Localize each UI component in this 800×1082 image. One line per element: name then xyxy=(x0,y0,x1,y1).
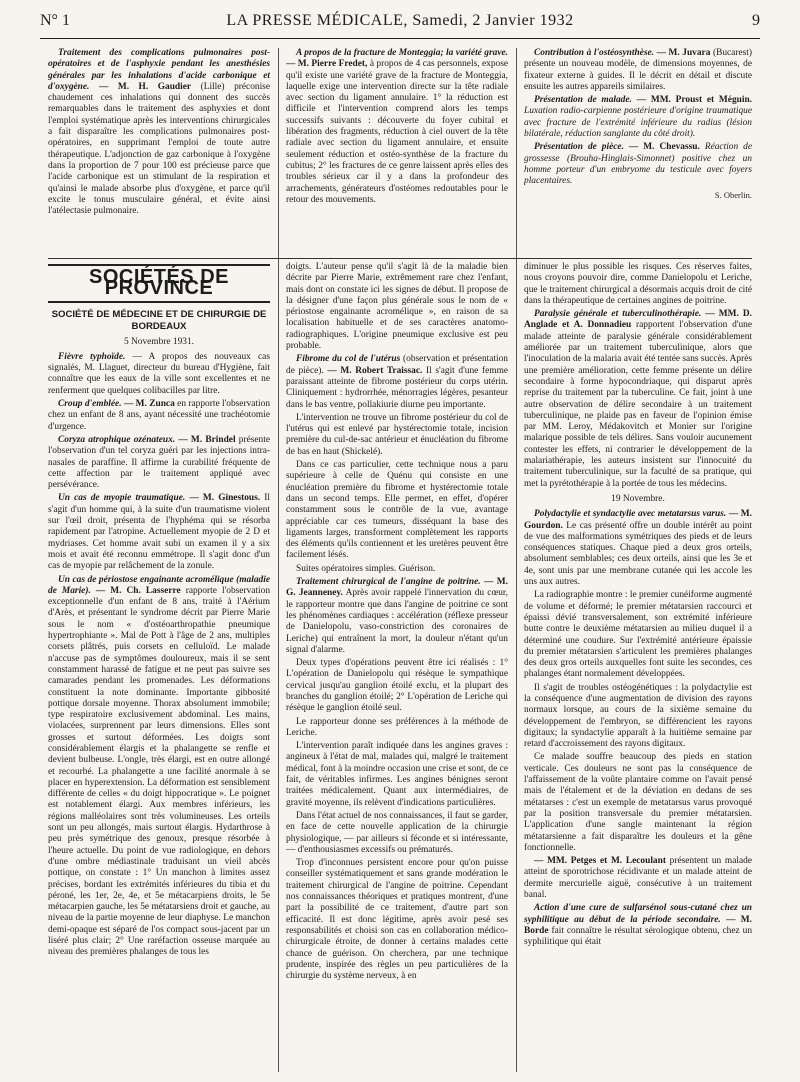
column-divider xyxy=(516,48,517,1072)
article-text: Luxation radio-carpienne postérieure d'origine traumatique avec fracture de l'extrémité inférieure du radius (lésion bilatérale, réduction sanglante du côté droit). xyxy=(524,106,752,140)
article-author: — MM. Petges et M. Lecoulant xyxy=(534,856,666,867)
article-author: — M. Borde xyxy=(524,914,752,936)
article-text: directeur du bureau d'Hygiène, fait connaître que les eaux de la ville sont excellentes et ne renferment que quelques colibacilles par litre. xyxy=(48,363,270,396)
society-name: SOCIÉTÉ DE MÉDECINE ET DE CHIRURGIE DE BORDEAUX xyxy=(51,308,267,332)
article-text: La radiographie montre : le premier cunéiforme augmenté de volume et déformé; le premier métatarsien raccourci et épaissi dévié transversalement, son extrémité inférieure butte contre le deuxième métatarsien au milieu duquel il a déterminé une coudure. Sur l'extrémité antérieure épaissie du premier métatarsien s'articulent les premières phalanges des deux gros orteils auxquelles font suite les secondes, ces phalanges étant normalement développées. xyxy=(524,590,752,680)
article-author: — M. Robert Traissac. xyxy=(327,365,423,376)
article-author: — M. H. Gaudier xyxy=(98,81,192,92)
article-text: Deux types d'opérations peuvent être ici réalisés : 1° L'opération de Danielopolu qui résèque le sympathique cervical jusqu'au ganglion étoilé exclu, et la plupart des branches du ganglion étoilé; 2° L'opération de Leriche qui résèque le ganglion étoilé seul. xyxy=(286,658,508,714)
article-title: Traitement des complications pulmonaires post-opératoires et de l'asphyxie pendant les anesthésies générales par les inhalations d'acide carbonique et d'oxygène. xyxy=(48,48,270,92)
article-text: Dans l'état actuel de nos connaissances, il faut se garder, en face de cette nouvelle application de la chirurgie physiologique, — par ailleurs si féconde et si intéressante, — d'enthousiasmes excessifs ou prématurés. xyxy=(286,810,508,855)
article-text: présente l'observation d'un tel coryza guéri par les injections intra-nasales de paraffine. Il affirme la curabilité fréquente de cette affection par le traitement appliqué avec persévérance. xyxy=(48,434,270,491)
article-author: — M. Pierre Fredet, xyxy=(286,59,368,70)
article-title: Fibrome du col de l'utérus xyxy=(296,354,401,365)
article-title: Fièvre typhoïde. xyxy=(58,351,126,362)
article-author: — M. Brindel xyxy=(178,434,236,445)
article-text: Le cas présenté offre un double intérêt au point de vue des malformations symétriques des pieds et de leurs conséquences statiques. Chaque pied a deux gros orteils, absolument semblables; ces deux orteils, ainsi que les 3e et 4e, sont unis par une membrane cutanée qui les accole les uns aux autres. xyxy=(524,520,752,588)
article-author: — M. Juvara xyxy=(656,48,711,58)
article-text: Dans ce cas particulier, cette technique nous a paru supérieure à celle de Quénu qui consiste en une énucléation première du fibrome et hystérectomie totale dans un second temps. Elle permet, en effet, d'opérer constamment sous le contrôle de la vue, avantage appréciable car ces tumeurs, disséquant la base des ligaments larges, transforment complètement les rapports des éléments qu'ils contiennent et les uretères peuvent être facilement lésés. xyxy=(286,460,508,561)
article-text: Le rapporteur donne ses préférences à la méthode de Leriche. xyxy=(286,716,508,738)
article-text: rapportent l'observation d'une malade atteinte de paralysie générale considérablement améliorée par un traitement tuberculinique, alors que l'inoculation de la malaria avait été tentée sans succès. Après une première amélioration, cette femme présente un délire secondaire à forme hypocondriaque, qui disparut après reprise du traitement par la tuberculine. Ce fait, joint à une autre observation de délire secondaire à un traitement tuberculinique, ne plaide pas en faveur de l'opinion émise par MM. Leroy, Médakovitch et Monier sur l'origine malarique possible de tels délires. Sans vouloir aucunement contester les effets, ni contrarier le développement de la malariathérapie, les auteurs insistent sur l'innocuité du traitement tuberculinique, sur la faculté de sa pratique, qui met la pyrétothérapie à la portée de tous les médecins. xyxy=(524,320,752,489)
article-text: L'intervention paraît indiquée dans les angines graves : angineux à l'état de mal, malades qui, malgré le traitement médical, font à la moindre occasion une crise et sont, de ce fait, de véritables infirmes. Les angines bénignes seront traitées médicalement. Quant aux intermédiaires, de gravité moyenne, ils relèvent d'indications particulières. xyxy=(286,741,508,808)
article-author: — M. Zunca xyxy=(123,399,175,410)
article-text: Il s'agit d'une femme paraissant atteinte de fibrome postérieur du corps utérin. Cliniquement : hydrorrhée, ménorragies légères, pesanteur dans le bas ventre, pollakiurie diurne peu importante. xyxy=(286,365,508,410)
article-title: Paralysie générale et tuberculinothérapie. xyxy=(534,309,702,320)
page-number: 9 xyxy=(752,12,760,29)
article-text: à propos de 4 cas personnels, expose qu'il existe une variété grave de la fracture de Monteggia, laquelle exige une intervention directe sur la tête radiale avec section du ligament annulaire. 1° la réduction est difficile et l'intervention comprend alors les temps successifs suivants : découverte du foyer cubital et libération des fragments, réduction à ciel ouvert de la tête radiale avec section du ligament annulaire, et ensuite seulement réduction et ostéo-synthèse de la fracture du cubitus; 2° les fractures de ce genre laissent après elles des troubles sérieux car il y a dans la profondeur des arrachements, générateurs d'ostéomes redoutables pour le retour des mouvements. xyxy=(286,59,508,205)
column-divider xyxy=(278,48,279,1072)
article-text: doigts. L'auteur pense qu'il s'agit là de la maladie bien décrite par Pierre Marie, extrêmement rare chez l'enfant, mais dont on constate ici les signes de début. Il propose de la désigner d'une façon plus générale sous le nom de « périostose engainante acromélique », en raison de sa localisation habituelle et de ses caractères anatomo-radiographiques. L'origine pneumique exclusive est peu probable. xyxy=(286,262,508,352)
article-author: — MM. D. Anglade et A. Donnadieu xyxy=(524,309,752,331)
article-text: rapporte l'observation exceptionnelle d'un enfant de 8 ans, traité à l'Aérium d'Arès, et présentant le syndrome décrit par Pierre Marie sous le nom « d'ostéoarthropathie pneumique hypertrophiante ». Mal de Pott à l'âge de 2 ans, multiples corsets plâtrés, puis corsets en celluloïd. Le malade n'accuse pas de symptômes douloureux, mais il se sent constamment harassé de fatigue et ne peut pas suivre ses camarades pendant les promenades. Les déformations constituent la note dominante. Importante gibbosité pottique dorsale moyenne. Thorax absolument immobile; type respiratoire exclusivement abdominal. Les mains, violacées, surprennent par leurs dimensions. Elles sont grosses et surtout déformées. Les doigts sont considérablement élargis et la phalangette se renfle et devient bulbeuse. L'ongle, très élargi, est en outre allongé et recourbé. La phalangette a une facilité anormale à se placer en hyperextension. La déformation est sensiblement différente de celles « du doigt hippocratique ». Le poignet est notablement élargi. Aux membres inférieurs, les régions malléolaires sont très volumineuses. Les orteils sont un peu allongés, mais surtout élargis. Hydarthrose à peu près symétrique des genoux, presque résorbée à l'heure actuelle. Du point de vue radiologique, en dehors d'une ombre médiastinale traduisant un vieil abcès pottique, on constate : 1° Un manchon à limites assez précises, bordant les extrémités inférieures du tibia et du péroné, les 1er, 2e, 4e, et 5e métacarpiens droits, le 5e métacarpien gauche, les 5e métatarsiens droit et gauche, au niveau de la partie moyenne de leur diaphyse. Le manchon demi-opaque est séparé de l'os compact sous-jacent par un liséré plus clair; 2° Une raréfaction osseuse marquée au niveau des premières phalanges de tous les xyxy=(48,585,270,958)
section-rule xyxy=(48,301,270,303)
article-author: — M. Ch. Lasserre xyxy=(95,585,181,596)
article-author: — A propos des nouveaux cas signalés, M. Llaguet, xyxy=(48,351,270,374)
article-text: Réaction de grossesse (Brouha-Hinglais-Simonnet) positive chez un homme porteur d'un embryome du testicule avec foyers placentaires. xyxy=(524,142,752,187)
article-title: Présentation de malade. xyxy=(534,95,632,106)
issue-number: N° 1 xyxy=(40,12,70,29)
page-header xyxy=(40,12,760,36)
article-text: L'intervention ne trouve un fibrome postérieur du col de l'utérus qui est enlevé par hystérectomie totale, incision première du cul-de-sac antérieur et énucléation du fibrome de bas en haut (Shickelé). xyxy=(286,412,508,457)
section-divider xyxy=(48,258,752,259)
article-title: A propos de la fracture de Monteggia; la variété grave. xyxy=(296,48,508,58)
article-text: présentent un malade atteint de sporotrichose récidivante et un malade atteint de dermite mercurielle aiguë, consécutive à un traitement banal. xyxy=(524,856,752,901)
article-title: Polydactylie et syndactylie avec metatarsus varus. xyxy=(534,509,727,520)
article-text: Trop d'inconnues persistent encore pour qu'on puisse conseiller systématiquement et sans grande modération le traitement chirurgical de l'angine de poitrine. Cependant nos connaissances théoriques et pratiques montrent, d'une part la possibilité de ce traitement, d'autre part son efficacité. Il est donc légitime, après avoir pesé ses responsabilités et choisi son cas en collaboration médico-chirurgicale étroite, de donner à certains malades cette chance de guérison. On cherchera, par une technique prudente, inspirée des règles un peu particulières de la chirurgie du système nerveux, à en xyxy=(286,858,508,982)
article-title: Action d'une cure de sulfarsénol sous-cutané chez un syphilitique au début de la période secondaire. xyxy=(524,903,752,925)
section-title: SOCIÉTÉS DE PROVINCE xyxy=(89,266,229,300)
article-title: Un cas de périostose engainante acromélique (maladie de Marie). xyxy=(48,574,270,596)
article-author: — M. Ginestous. xyxy=(189,493,261,504)
journal-title: LA PRESSE MÉDICALE, Samedi, 2 Janvier 1932 xyxy=(226,12,574,29)
article-author: — M. Gourdon. xyxy=(524,509,752,531)
article-text: Suites opératoires simples. Guérison. xyxy=(296,563,436,574)
top-column-3 xyxy=(524,48,752,256)
article-author: — M. Chevassu. xyxy=(628,142,700,153)
article-text: (Bucarest) présente un nouveau modèle, de dimensions moyennes, de fixateur externe à guides. Il le décrit en détail et discute ensuite les autres appareils similaires. xyxy=(524,48,752,92)
article-title: Un cas de myopie traumatique. xyxy=(58,493,186,504)
header-rule xyxy=(40,38,760,39)
main-column-2 xyxy=(286,262,508,1072)
article-author: — MM. Proust et Méguin. xyxy=(636,95,752,106)
article-title: Traitement chirurgical de l'angine de poitrine. xyxy=(296,577,481,588)
article-author: — M. G. Jeanneney. xyxy=(286,577,508,599)
top-column-1 xyxy=(48,48,270,256)
article-title: Présentation de pièce. xyxy=(534,142,624,153)
article-text: (Lille) préconise chaudement ces inhalations qui donnent des succès remarquables dans le traitement des asphyxies et dont l'emploi systématique après les interventions chirurgicales a fait disparaître les complications pulmonaires post-opératoires, en supprimant l'emploi de toute autre thérapeutique. L'adjonction de gaz carbonique à l'oxygène dans la proportion de 7 pour 100 est précieuse parce que l'acide carbonique est un stimulant de la respiration et qu'ainsi le malade absorbe plus d'oxygène, et parce qu'il excite le tonus musculaire général, et évite ainsi l'atélectasie pulmonaire. xyxy=(48,81,270,217)
article-text: en rapporte l'observation chez un enfant de 8 ans, ayant nécessité une trachéotomie d'urgence. xyxy=(48,399,270,432)
article-title: Contribution à l'ostéosynthèse. xyxy=(534,48,654,58)
article-text: Il s'agit de troubles ostéogénétiques : la polydactylie est la conséquence d'une augmentation de division des rayons normaux lorsque, au cours de la sixième semaine du développement de l'embryon, se différencient les rayons digitaux; la syndactylie apparaît à la huitième semaine par retard d'accroissement des rayons digitaux. xyxy=(524,682,752,750)
article-subtitle: (observation et présentation de pièce). xyxy=(286,354,508,376)
article-text: fait connaître le résultat sérologique obtenu, chez un syphilitique qui était xyxy=(524,925,752,948)
session-date: 19 Novembre. xyxy=(611,493,665,504)
main-column-3 xyxy=(524,262,752,1072)
top-column-2 xyxy=(286,48,508,256)
article-text: Il s'agit d'un homme qui, à la suite d'un traumatisme violent sur l'œil droit, présenta de l'hyphéma qui se résorba rapidement par l'atropine. Actuellement myopie de 2 D et mydriases. Cet homme avait subi un examen il y a six mois et avait été reconnu emmétrope. Il s'agit donc d'un cas de myopie par relâchement de la zonule. xyxy=(48,493,270,572)
signature: S. Oberlin. xyxy=(714,189,752,200)
article-title: Croup d'emblée. xyxy=(58,399,122,410)
session-date: 5 Novembre 1931. xyxy=(123,336,195,347)
article-title: Coryza atrophique ozénateux. xyxy=(58,434,176,445)
article-text: Après avoir rappelé l'innervation du cœur, le rapporteur montre que dans l'angine de poitrine ce sont les phénomènes cardiaques : accélération (réflexe presseur de Danielopolu, vaso-constriction des coronaires de Leriche) qui entraînent la mort, la douleur n'étant qu'un signal d'alarme. xyxy=(286,588,508,655)
article-text: Ce malade souffre beaucoup des pieds en station verticale. Ces douleurs ne sont pas la conséquence de l'affaissement de la voûte plantaire comme on l'avait pensé mais de l'étalement et de la déviation en dedans de ses métatarses : c'est un exemple de metatarsus varus provoqué par la position transversale du premier métatarsien. L'application d'une sangle maintenant la région métatarsienne a fait disparaître les douleurs et la gêne fonctionnelle. xyxy=(524,752,752,853)
article-text: diminuer le plus possible les risques. Ces réserves faites, nous croyons pouvoir dire, comme Danielopolu et Leriche, que le traitement chirurgical a désormais acquis droit de cité dans la thérapeutique de certaines angines de poitrine. xyxy=(524,262,752,306)
main-column-1 xyxy=(48,262,270,1072)
